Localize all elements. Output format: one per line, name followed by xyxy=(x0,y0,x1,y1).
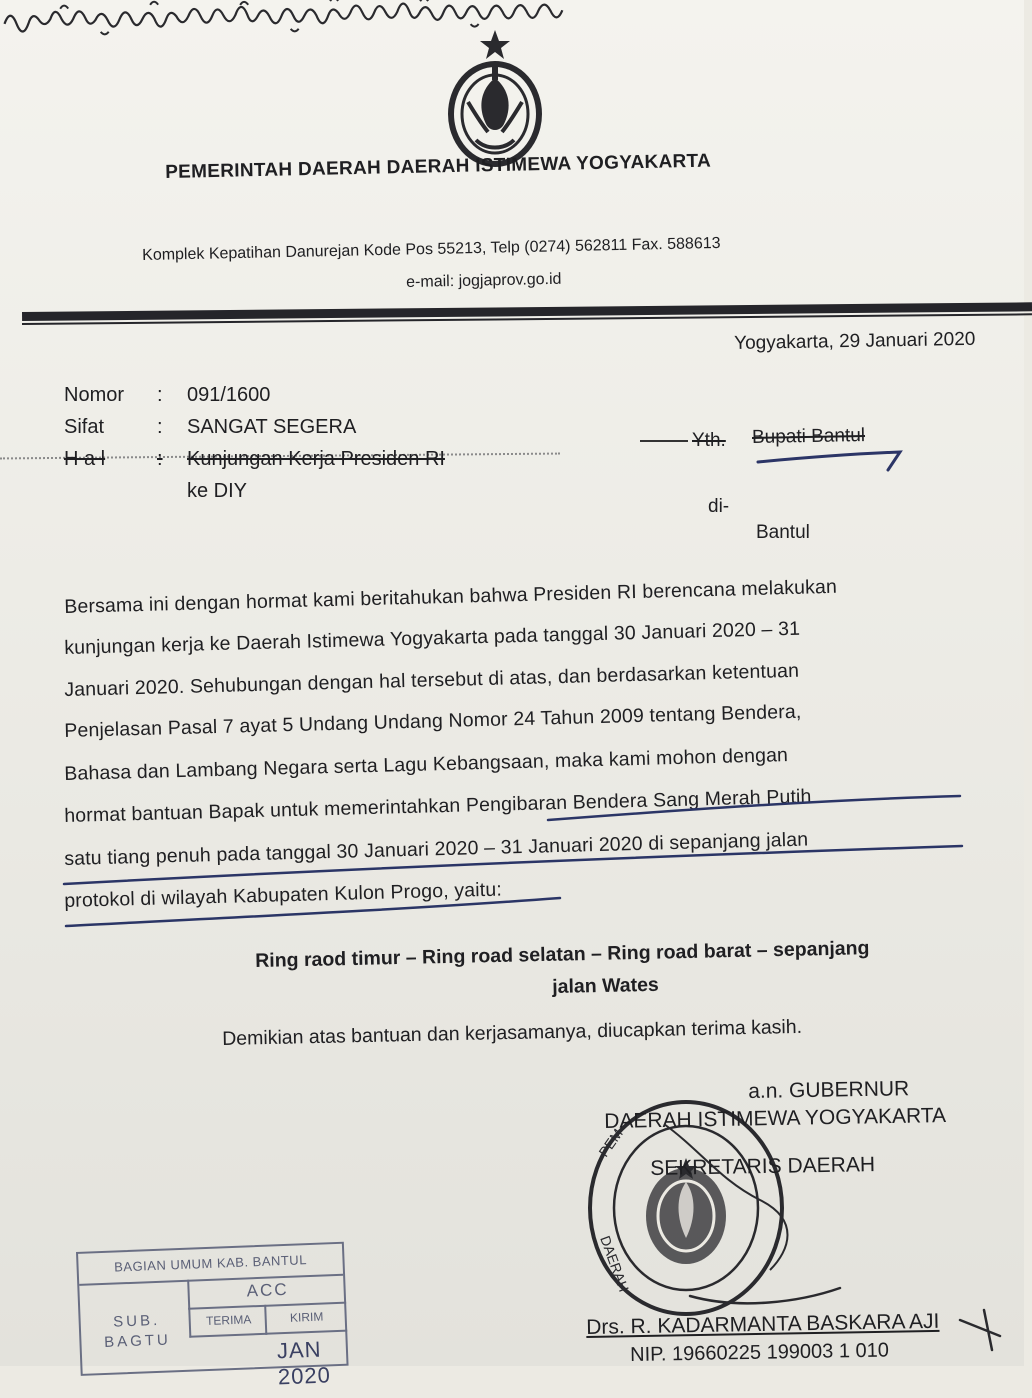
receipt-stamp-acc: ACC xyxy=(187,1274,346,1310)
letterhead-email: e-mail: jogjaprov.go.id xyxy=(406,270,562,291)
receipt-stamp-box xyxy=(76,1242,349,1390)
sifat-value: SANGAT SEGERA xyxy=(187,416,357,438)
sifat-label: Sifat xyxy=(64,416,105,438)
recipient-name: Bupati Bantul xyxy=(751,425,866,448)
receipt-stamp-sub-line1: SUB. xyxy=(112,1311,161,1331)
svg-text:DAERAH: DAERAH xyxy=(597,1233,633,1294)
body-line-2: kunjungan kerja ke Daerah Istimewa Yogyakarta pada tanggal 30 Januari 2020 – 31 xyxy=(64,617,801,659)
body-line-1: Bersama ini dengan hormat kami beritahukan bahwa Presiden RI berencana melakukan xyxy=(64,575,838,618)
receipt-stamp-kirim: KIRIM xyxy=(264,1302,347,1335)
letterhead-address: Komplek Kepatihan Danurejan Kode Pos 55213, Telp (0274) 562811 Fax. 588613 xyxy=(142,234,721,264)
body-line-6: hormat bantuan Bapak untuk memerintahkan Pengibaran Bendera Sang Merah Putih xyxy=(64,785,812,827)
signature-line-2: DAERAH ISTIMEWA YOGYAKARTA xyxy=(604,1104,947,1133)
yth-dash xyxy=(640,440,688,442)
route-line-2: jalan Wates xyxy=(552,973,660,998)
hal-colon: : xyxy=(157,448,163,470)
receipt-stamp-sub-line2: BAGTU xyxy=(103,1331,172,1351)
body-line-8: protokol di wilayah Kabupaten Kulon Progo, yaitu: xyxy=(64,878,503,912)
hal-value-line1: Kunjungan Kerja Presiden RI xyxy=(187,448,445,470)
receipt-stamp-terima: TERIMA xyxy=(188,1305,267,1338)
nomor-colon: : xyxy=(157,384,163,406)
body-line-4: Penjelasan Pasal 7 ayat 5 Undang Undang Nomor 24 Tahun 2009 tentang Bendera, xyxy=(64,700,802,742)
body-line-7: satu tiang penuh pada tanggal 30 Januari 2020 – 31 Januari 2020 di sepanjang jalan xyxy=(64,828,809,870)
signatory-name: Drs. R. KADARMANTA BASKARA AJI xyxy=(586,1309,940,1339)
hal-label: H a l xyxy=(64,448,106,470)
nomor-label: Nomor xyxy=(64,384,125,406)
body-line-5: Bahasa dan Lambang Negara serta Lagu Kebangsaan, maka kami mohon dengan xyxy=(64,744,789,785)
signature-line-3: SEKRETARIS DAERAH xyxy=(650,1153,876,1180)
nomor-value: 091/1600 xyxy=(187,384,271,406)
receipt-stamp-sub xyxy=(88,1310,185,1354)
signatory-nip: NIP. 19660225 199003 1 010 xyxy=(630,1339,890,1366)
recipient-di: di- xyxy=(708,496,730,517)
recipient-place: Bantul xyxy=(756,522,810,543)
route-line-1: Ring raod timur – Ring road selatan – Ring road barat – sepanjang xyxy=(255,937,870,972)
hal-value-line2: ke DIY xyxy=(187,480,248,502)
svg-text:PEM: PEM xyxy=(595,1125,626,1160)
receipt-stamp-header: BAGIAN UMUM KAB. BANTUL xyxy=(78,1244,343,1286)
signature-line-1: a.n. GUBERNUR xyxy=(748,1077,910,1103)
recipient-yth: Yth. xyxy=(692,430,726,451)
letter-date: Yogyakarta, 29 Januari 2020 xyxy=(734,328,976,354)
yogyakarta-emblem-icon xyxy=(440,28,550,168)
body-line-3: Januari 2020. Sehubungan dengan hal tersebut di atas, dan berdasarkan ketentuan xyxy=(64,659,800,701)
letterhead-title: PEMERINTAH DAERAH DAERAH ISTIMEWA YOGYAKARTA xyxy=(165,150,712,183)
sifat-colon: : xyxy=(157,416,163,438)
closing-sentence: Demikian atas bantuan dan kerjasamanya, diucapkan terima kasih. xyxy=(222,1015,803,1050)
receipt-stamp-date: JAN 2020 xyxy=(276,1336,332,1390)
